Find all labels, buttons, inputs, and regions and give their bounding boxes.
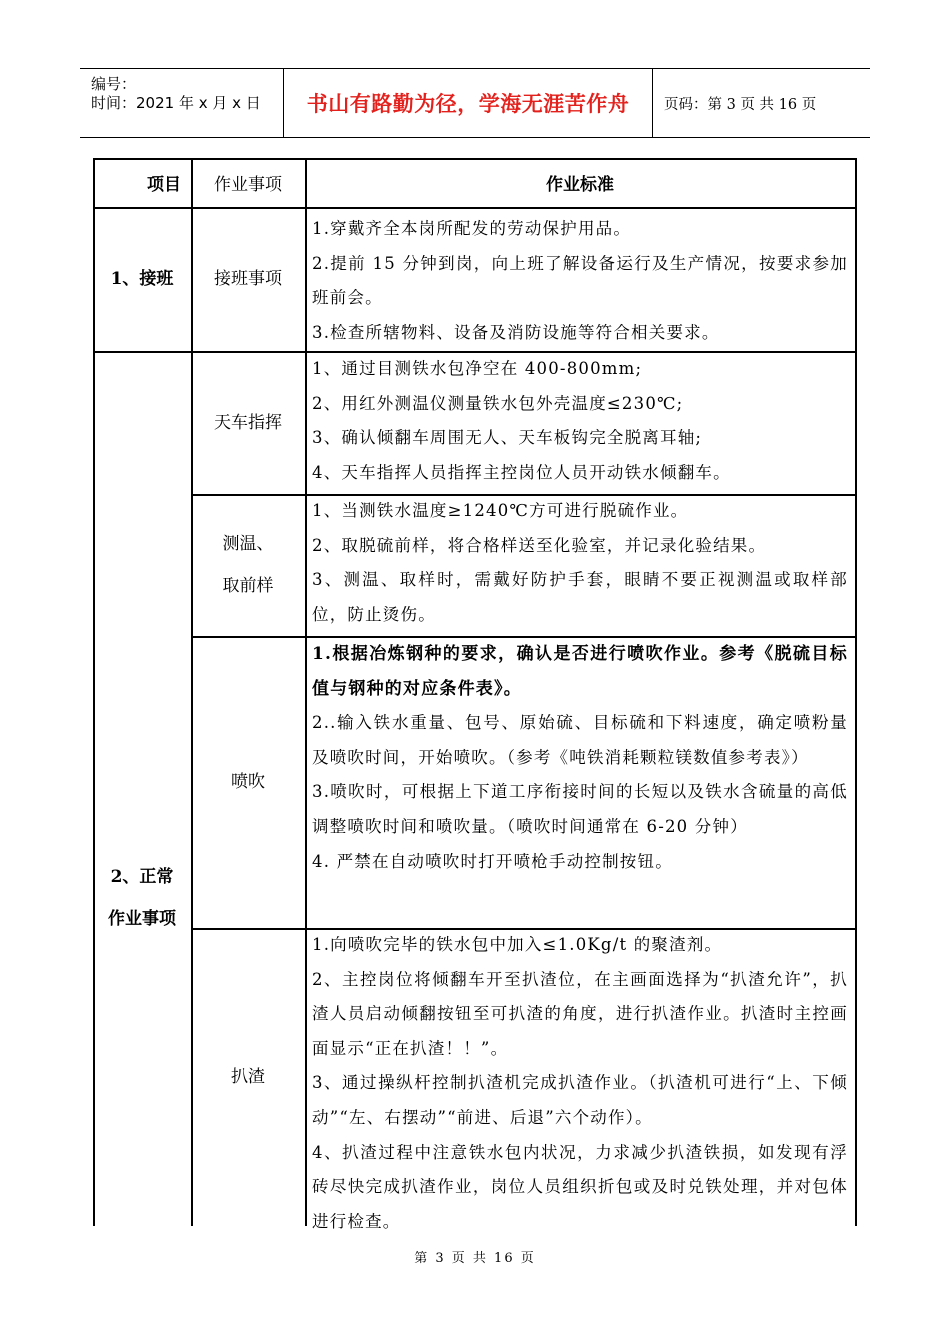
section2-item	[93, 351, 191, 1226]
section2-item-line2: 作业事项	[108, 909, 176, 929]
task-injection	[191, 636, 305, 928]
task-crane-command	[191, 351, 305, 494]
standard-line: 1、当测铁水温度≥1240℃方可进行脱硫作业。	[312, 501, 689, 520]
task-temperature-sampling	[191, 494, 305, 636]
standard-line: 3、确认倾翻车周围无人、天车板钩完全脱离耳轴;	[312, 428, 703, 448]
section1-item	[93, 207, 191, 351]
page-header	[80, 68, 870, 138]
header-motto-cell	[284, 69, 653, 137]
standard-line: 2、取脱硫前样，将合格样送至化验室，并记录化验结果。	[312, 535, 767, 555]
col-divider-2	[305, 158, 307, 1226]
standard-line: 4、扒渣过程中注意铁水包内状况，力求减少扒渣铁损，如发现有浮砖尽快完成扒渣作业，岗位人员组织折包或及时兑铁处理，并对包体进行检查。	[312, 1142, 848, 1231]
standard-line-bold: 1.根据冶炼钢种的要求，确认是否进行喷吹作业。参考《脱硫目标值与钢种的对应条件表》。	[312, 644, 848, 699]
standard-line: 1.向喷吹完毕的铁水包中加入≤1.0Kg/t 的聚渣剂。	[312, 935, 723, 954]
task-slag-skimming-label: 扒渣	[231, 1067, 265, 1087]
task-injection-label: 喷吹	[231, 772, 265, 792]
col-header-task	[191, 158, 305, 207]
standard-line: 2、用红外测温仪测量铁水包外壳温度≤230℃;	[312, 393, 684, 413]
page-info: 页码：第 3 页 共 16 页	[664, 96, 817, 113]
slag-skimming-standard	[312, 928, 848, 1239]
temperature-sampling-standard	[312, 494, 848, 632]
task-crane-command-label: 天车指挥	[214, 412, 282, 433]
time-label: 时间：2021 年 x 月 x 日	[91, 94, 261, 112]
standard-line: 3、测温、取样时，需戴好防护手套，眼睛不要正视测温或取样部位，防止烫伤。	[312, 570, 848, 624]
task-slag-skimming	[191, 928, 305, 1226]
standard-line: 1、通过目测铁水包净空在 400-800mm;	[312, 359, 643, 378]
injection-standard	[312, 637, 848, 879]
header-meta	[80, 69, 284, 137]
task-temperature-sampling-line2: 取前样	[222, 576, 274, 596]
col-header-standard	[305, 158, 855, 207]
section1-standard	[312, 212, 848, 350]
task-temperature-sampling-line1: 测温、	[222, 534, 274, 554]
col-header-standard-label: 作业标准	[546, 175, 614, 195]
standard-line: 4. 严禁在自动喷吹时打开喷枪手动控制按钮。	[312, 851, 673, 871]
standard-line: 2..输入铁水重量、包号、原始硫、目标硫和下料速度，确定喷粉量及喷吹时间，开始喷吹。（参考《吨铁消耗颗粒镁数值参考表》）	[312, 713, 848, 767]
table-border-right	[855, 158, 857, 1226]
standard-line: 1.穿戴齐全本岗所配发的劳动保护用品。	[312, 219, 632, 238]
procedure-table	[93, 158, 857, 1231]
section1-task-label: 接班事项	[214, 269, 282, 289]
header-page-cell	[653, 69, 870, 137]
standard-line: 2、主控岗位将倾翻车开至扒渣位，在主画面选择为“扒渣允许”，扒渣人员启动倾翻按钮至可扒渣的角度，进行扒渣作业。扒渣时主控画面显示“正在扒渣！！”。	[312, 969, 848, 1058]
standard-line: 4、天车指挥人员指挥主控岗位人员开动铁水倾翻车。	[312, 462, 731, 482]
standard-line: 3.喷吹时，可根据上下道工序衔接时间的长短以及铁水含硫量的高低调整喷吹时间和喷吹量。（喷吹时间通常在 6-20 分钟）	[312, 782, 848, 836]
motto-text: 书山有路勤为径，学海无涯苦作舟	[306, 92, 630, 116]
section1-item-label: 1、接班	[110, 269, 174, 289]
page-footer: 第 3 页 共 16 页	[414, 1251, 536, 1266]
section1-task	[191, 207, 305, 351]
standard-line: 3、通过操纵杆控制扒渣机完成扒渣作业。（扒渣机可进行“上、下倾动”“左、右摆动”“前进、后退”六个动作）。	[312, 1073, 848, 1127]
col-header-item-label: 项目	[147, 175, 181, 195]
standard-line: 2.提前 15 分钟到岗，向上班了解设备运行及生产情况，按要求参加班前会。	[312, 253, 848, 308]
col-header-task-label: 作业事项	[214, 175, 282, 195]
number-label: 编号：	[91, 75, 137, 93]
standard-line: 3.检查所辖物料、设备及消防设施等符合相关要求。	[312, 322, 720, 342]
crane-command-standard	[312, 352, 848, 490]
section2-item-line1: 2、正常	[110, 867, 174, 887]
